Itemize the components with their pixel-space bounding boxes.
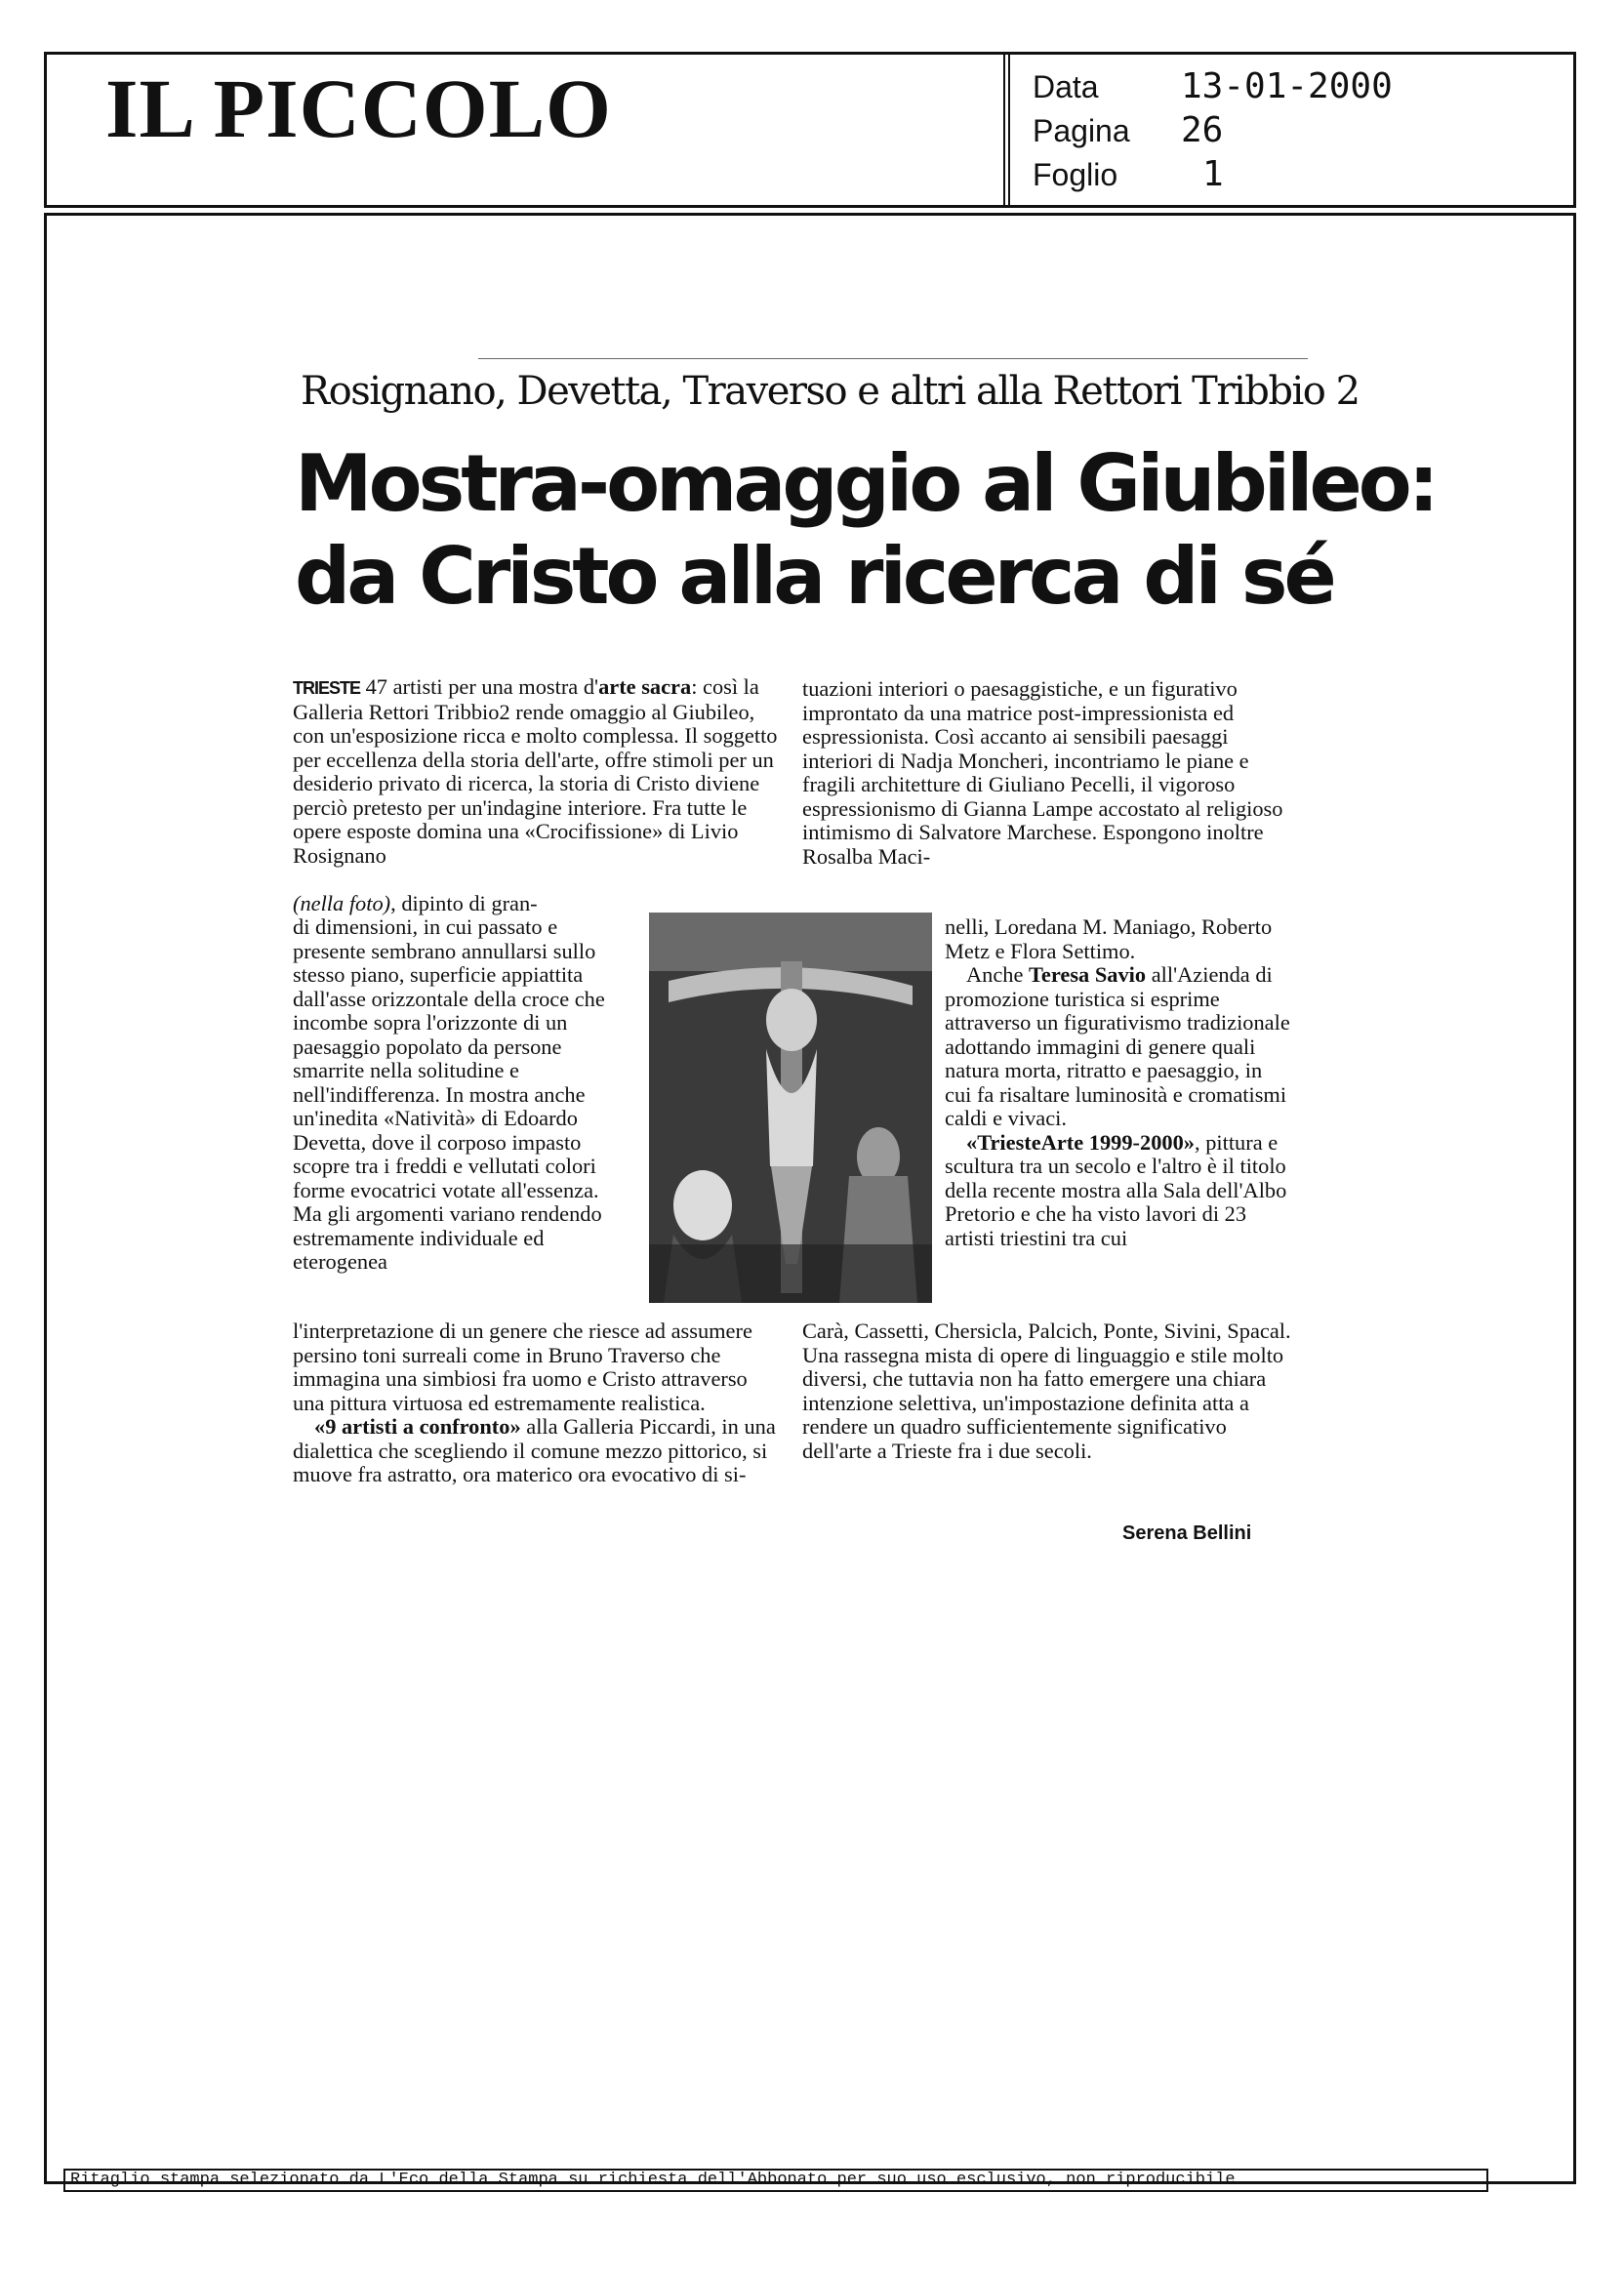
- clipping-notice: Ritaglio stampa selezionato da L'Eco della Stampa su richiesta dell'Abbonato per suo uso esclusivo, non riproducibile: [63, 2169, 1488, 2192]
- column-1-top: [293, 675, 781, 868]
- sheet-label: Foglio: [1033, 157, 1118, 192]
- col1-text-c: , dipinto di gran-: [390, 891, 538, 915]
- col2-narrow-bold2: «TriesteArte 1999-2000»: [966, 1129, 1195, 1155]
- col2-narrow-bold: Teresa Savio: [1029, 962, 1147, 987]
- byline: Serena Bellini: [1122, 1523, 1252, 1544]
- column-1-tail: [293, 892, 644, 916]
- page-value: 26: [1181, 110, 1224, 150]
- header-box: [44, 52, 1576, 208]
- crucifixion-painting-image: [649, 913, 932, 1303]
- col1-narrow-text: di dimensioni, in cui passato e presente sembrano annullarsi sullo stesso piano, superficie appiattita dall'asse orizzontale della croce che incombe sopra l'orizzonte di un paesaggio popolato da persone smarrite nella solitudine e nell'indifferenza. In mostra anche un'inedita «Natività» di Edoardo Devetta, dove il corposo impasto scopre tra i freddi e vellutati colori forme evocatrici votate all'essenza. Ma gli argomenti variano rendendo estremamente individuale ed eterogenea: [293, 914, 605, 1274]
- sheet-row: [1033, 154, 1393, 198]
- date-value: 13-01-2000: [1181, 66, 1393, 106]
- date-row: [1033, 66, 1393, 110]
- column-2-top: [802, 677, 1295, 869]
- sheet-value: 1: [1202, 154, 1224, 194]
- header-meta: [1033, 66, 1393, 198]
- col1-bottom-para2: alla Galleria Piccardi, in una dialettica che scegliendo il comune mezzo pittorico, si muove fra astratto, ora materico ora evocativo di si-: [293, 1414, 776, 1486]
- header-divider: [1003, 55, 1010, 205]
- headline-line-2: da Cristo alla ricerca di sé: [295, 531, 1333, 622]
- top-rule: [478, 358, 1308, 359]
- col1-bottom-para1: l'interpretazione di un genere che riesce ad assumere persino toni surreali come in Bruno Traverso che immagina una simbiosi fra uomo e Cristo attraverso una pittura virtuosa ed estremamente realistica.: [293, 1319, 752, 1415]
- article-headline: [295, 437, 1436, 623]
- page-row: [1033, 110, 1393, 154]
- col2-top-text: tuazioni interiori o paesaggistiche, e un figurativo improntato da una matrice post-impressionista ed espressionista. Così accanto ai sensibili paesaggi interiori di Nadja Moncheri, incontriamo le piane e fragili architetture di Giuliano Pecelli, il vigoroso espressionismo di Gianna Lampe accostato al religioso intimismo di Salvatore Marchese. Espongono inoltre Rosalba Maci-: [802, 676, 1283, 869]
- column-2-bottom: [802, 1320, 1295, 1463]
- col2-narrow-text-c: , pittura e scultura tra un secolo e l'altro è il titolo della recente mostra alla Sala dell'Albo Pretorio e che ha visto lavori di 23 artisti triestini tra cui: [945, 1129, 1287, 1250]
- page-label: Pagina: [1033, 113, 1130, 148]
- col2-narrow-text-b: all'Azienda di promozione turistica si esprime attraverso un figurativismo tradizionale adottando immagini di genere quali natura morta, ritratto e paesaggio, in cui fa risaltare luminosità e cromatismi caldi e vivaci.: [945, 962, 1290, 1130]
- column-1-bottom: [293, 1320, 781, 1487]
- col1-bold: arte sacra: [598, 674, 692, 699]
- column-1-narrow: [293, 915, 632, 1275]
- col2-narrow-text-a: Anche: [966, 962, 1030, 987]
- masthead: IL PICCOLO: [105, 61, 612, 155]
- article-kicker: Rosignano, Devetta, Traverso e altri alla Rettori Tribbio 2: [301, 369, 1360, 414]
- crucifixion-photo: [649, 913, 932, 1303]
- headline-line-1: Mostra-omaggio al Giubileo:: [295, 438, 1436, 529]
- col1-bottom-bold: «9 artisti a confronto»: [314, 1414, 521, 1439]
- col1-text-a: 47 artisti per una mostra d': [360, 674, 599, 699]
- col2-narrow-para1: nelli, Loredana M. Maniago, Roberto Metz e Flora Settimo.: [945, 914, 1273, 963]
- photo-ref: (nella foto): [293, 891, 391, 915]
- col2-bottom-text: Carà, Cassetti, Chersicla, Palcich, Ponte, Sivini, Spacal. Una rassegna mista di opere di linguaggio e stile molto diversi, che tuttavia non ha fatto emergere una chiara intenzione selettiva, un'impostazione definita atta a rendere un quadro sufficientemente significativo dell'arte a Trieste fra i due secoli.: [802, 1319, 1291, 1463]
- dateline: TRIESTE: [293, 678, 361, 698]
- col1-text-b: : così la Galleria Rettori Tribbio2 rende omaggio al Giubileo, con un'esposizione ricca e molto complessa. Il soggetto per eccellenza della storia dell'arte, offre stimoli per un desiderio privato di ricerca, la storia di Cristo diviene perciò pretesto per un'indagine interiore. Fra tutte le opere esposte domina una «Crocifissione» di Livio Rosignano: [293, 674, 778, 868]
- column-2-narrow: [945, 915, 1294, 1250]
- date-label: Data: [1033, 69, 1099, 104]
